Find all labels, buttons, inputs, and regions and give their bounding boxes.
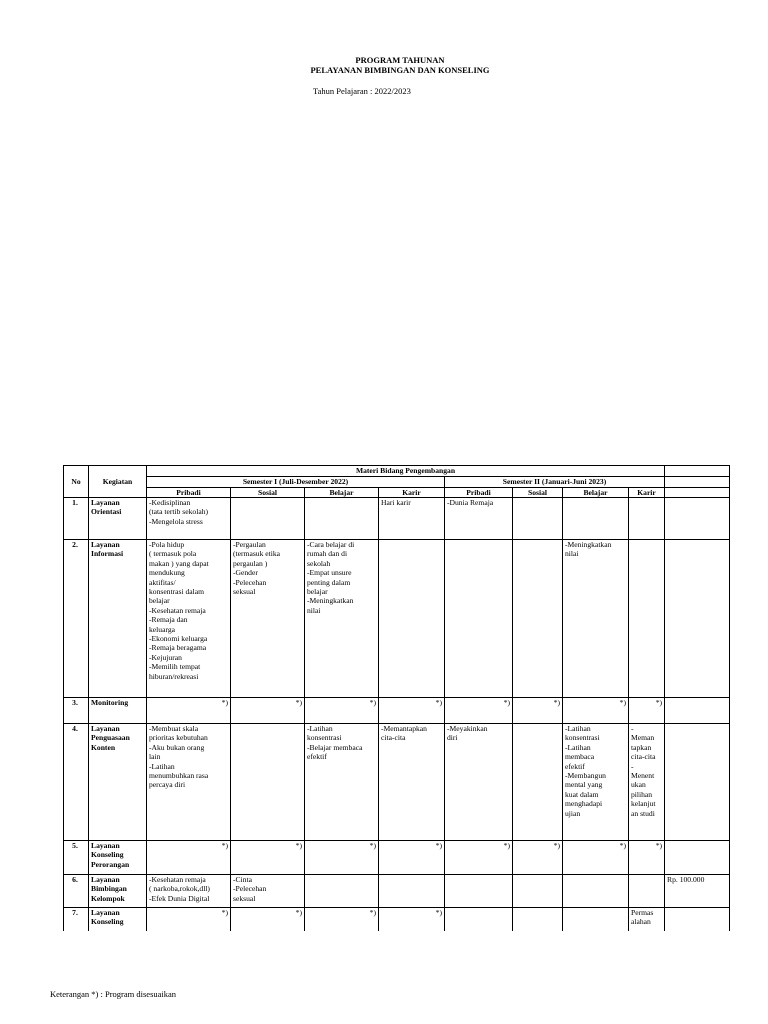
cell-text-line: -Kesehatan remaja <box>149 875 206 884</box>
cell-text-line: -Pergaulan <box>233 540 266 549</box>
row-kegiatan: Layanan Konseling Perorangan <box>89 841 147 875</box>
row-cell-pribadi-s1 <box>147 875 231 908</box>
cell-text-line: diri <box>447 733 458 743</box>
cell-text-line: kelanjut <box>631 799 656 809</box>
row-cell-pribadi-s2 <box>445 540 513 698</box>
table-body <box>64 498 730 942</box>
table-row <box>64 698 730 724</box>
table-row <box>64 841 730 875</box>
row-number: 2. <box>64 540 89 698</box>
program-table <box>63 465 730 942</box>
cell-text-line: an studi <box>631 808 655 818</box>
cell-text-line: *) <box>295 841 302 850</box>
row-cell-belajar-s2 <box>563 841 629 875</box>
cell-text-line: *) <box>369 841 376 850</box>
row-cell-belajar-s1 <box>305 724 379 841</box>
row-cell-pribadi-s1 <box>147 498 231 540</box>
row-extra <box>665 724 730 841</box>
row-cell-karir-s1 <box>379 540 445 698</box>
row-cell-sosial-s1 <box>231 540 305 698</box>
header-no: No <box>64 466 89 498</box>
cell-text-line: mental yang <box>565 780 603 790</box>
cell-text-line: *) <box>553 841 560 850</box>
row-number: 6. <box>64 875 89 908</box>
header-kegiatan: Kegiatan <box>89 466 147 498</box>
cell-text-line: -Memilih tempat <box>149 662 201 672</box>
cell-text-line: Menent <box>631 771 655 781</box>
row-cell-sosial-s2 <box>513 841 563 875</box>
cell-text-line: *) <box>553 698 560 707</box>
cell-text-line: rumah dan di <box>307 549 348 559</box>
cell-text-line: *) <box>655 841 663 850</box>
row-number: 3. <box>64 698 89 724</box>
row-cell-pribadi-s1 <box>147 540 231 698</box>
row-cell-belajar-s2 <box>563 540 629 698</box>
cell-text-line: -Meningkatkan <box>307 596 354 606</box>
row-cell-belajar-s1 <box>305 841 379 875</box>
cell-text-line: -Membuat skala <box>149 724 199 733</box>
cell-text-line: *) <box>295 698 302 707</box>
cell-text-line: -Membangun <box>565 771 606 781</box>
cell-text-line: menumbuhkan rasa <box>149 771 209 781</box>
row-cell-karir-s2 <box>629 540 665 698</box>
page-bottom-area <box>0 931 768 1024</box>
subheader-karir-s2: Karir <box>629 487 665 498</box>
cell-text-line: *) <box>369 908 376 917</box>
academic-year: Tahun Pelajaran : 2022/2023 <box>313 86 411 96</box>
header-semester-2: Semester II (Januari-Juni 2023) <box>445 477 665 488</box>
row-cell-pribadi-s1 <box>147 724 231 841</box>
row-cell-karir-s1 <box>379 841 445 875</box>
cell-text-line: -Latihan <box>149 761 175 771</box>
table-row <box>64 724 730 841</box>
cell-text-line: tapkan <box>631 742 652 752</box>
cell-text-line: efektif <box>307 752 327 762</box>
cell-text-line: konsentrasi <box>565 733 600 743</box>
cell-text-line: keluarga <box>149 624 176 634</box>
row-kegiatan: Layanan Orientasi <box>89 498 147 540</box>
cell-text-line: -Aku bukan orang <box>149 742 205 752</box>
cell-text-line: -Remaja beragama <box>149 643 207 653</box>
row-cell-pribadi-s2 <box>445 498 513 540</box>
document-title: PROGRAM TAHUNAN <box>355 55 445 65</box>
table-row <box>64 875 730 908</box>
row-cell-sosial-s1 <box>231 698 305 724</box>
cell-text-line: percaya diri <box>149 780 186 790</box>
cell-text-line: makan ) yang dapat <box>149 558 209 568</box>
cell-text-line: -Cinta <box>233 875 252 884</box>
subheader-pribadi-s2: Pribadi <box>445 487 513 498</box>
subheader-sosial-s1: Sosial <box>231 487 305 498</box>
row-cell-belajar-s2 <box>563 724 629 841</box>
row-number: 4. <box>64 724 89 841</box>
row-cell-belajar-s2 <box>563 698 629 724</box>
cell-text-line: -Mengelola stress <box>149 516 203 526</box>
cell-text-line: -Remaja dan <box>149 615 188 625</box>
row-cell-sosial-s1 <box>231 724 305 841</box>
subheader-karir-s1: Karir <box>379 487 445 498</box>
cell-text-line: cita-cita <box>381 733 406 743</box>
cell-text-line: membaca <box>565 752 595 762</box>
cell-text-line: menghadapi <box>565 799 603 809</box>
cell-text-line: (termasuk etika <box>233 549 281 559</box>
cell-text-line: -Empat unsure <box>307 568 352 578</box>
row-cell-sosial-s2 <box>513 724 563 841</box>
row-extra: Rp. 100.000 <box>665 875 730 908</box>
cell-text-line: konsentrasi <box>307 733 342 743</box>
row-extra <box>665 698 730 724</box>
cell-text-line: efektif <box>565 761 585 771</box>
cell-text-line: aktifitas/ <box>149 577 176 587</box>
cell-text-line: -Meningkatkan <box>565 540 612 549</box>
cell-text-line: cita-cita <box>631 752 656 762</box>
row-number: 5. <box>64 841 89 875</box>
cell-text-line: *) <box>435 841 442 850</box>
cell-text-line: *) <box>619 698 626 707</box>
row-extra <box>665 540 730 698</box>
cell-text-line: ujian <box>565 808 581 818</box>
cell-text-line: konsentrasi dalam <box>149 587 205 597</box>
row-cell-pribadi-s2 <box>445 724 513 841</box>
row-cell-karir-s1 <box>379 724 445 841</box>
cell-text-line: Permas <box>631 908 654 917</box>
row-number: 7. <box>64 908 89 942</box>
row-cell-pribadi-s2 <box>445 698 513 724</box>
cell-text-line: *) <box>221 841 228 850</box>
cell-text-line: hiburan/rekreasi <box>149 671 199 681</box>
cell-text-line: kuat dalam <box>565 789 599 799</box>
cell-text-line: ukan <box>631 780 646 790</box>
cell-text-line: *) <box>369 698 376 707</box>
row-cell-sosial-s1 <box>231 498 305 540</box>
cell-text-line: ( termasuk pola <box>149 549 197 559</box>
row-cell-karir-s2 <box>629 724 665 841</box>
document-subtitle: PELAYANAN BIMBINGAN DAN KONSELING <box>310 65 490 75</box>
cell-text-line: *) <box>435 908 442 917</box>
cell-text-line: Meman <box>631 733 655 743</box>
row-cell-sosial-s2 <box>513 875 563 908</box>
cell-text-line: Hari karir <box>381 498 411 507</box>
row-cell-karir-s1 <box>379 875 445 908</box>
row-cell-sosial-s2 <box>513 498 563 540</box>
cell-text-line: belajar <box>149 596 170 606</box>
cell-text-line: mendukung <box>149 568 185 578</box>
cell-text-line: *) <box>221 698 228 707</box>
row-cell-pribadi-s2 <box>445 841 513 875</box>
cell-text-line: *) <box>503 698 510 707</box>
cell-text-line: nilai <box>307 605 321 615</box>
row-cell-belajar-s1 <box>305 498 379 540</box>
cell-text-line: -Latihan <box>307 724 333 733</box>
row-cell-karir-s1 <box>379 498 445 540</box>
row-cell-sosial-s2 <box>513 540 563 698</box>
cell-text-line: penting dalam <box>307 577 351 587</box>
subheader-belajar-s2: Belajar <box>563 487 629 498</box>
subheader-sosial-s2: Sosial <box>513 487 563 498</box>
subheader-belajar-s1: Belajar <box>305 487 379 498</box>
row-cell-karir-s1 <box>379 698 445 724</box>
cell-text-line: *) <box>619 841 626 850</box>
row-kegiatan: Layanan Bimbingan Kelompok <box>89 875 147 908</box>
row-kegiatan: Layanan Informasi <box>89 540 147 698</box>
table-row <box>64 540 730 698</box>
row-extra <box>665 498 730 540</box>
cell-text-line: sekolah <box>307 558 331 568</box>
row-cell-belajar-s2 <box>563 875 629 908</box>
cell-text-line: *) <box>221 908 228 917</box>
cell-text-line: -Latihan <box>565 742 591 752</box>
subheader-pribadi-s1: Pribadi <box>147 487 231 498</box>
cell-text-line: *) <box>435 698 442 707</box>
row-cell-pribadi-s2 <box>445 875 513 908</box>
cell-text-line: ( narkoba,rokok,dll) <box>149 884 210 894</box>
header-extra-blank-2 <box>665 477 730 488</box>
cell-text-line: -Meyakinkan <box>447 724 488 733</box>
row-cell-belajar-s1 <box>305 875 379 908</box>
cell-text-line: -Kejujuran <box>149 652 182 662</box>
row-number: 1. <box>64 498 89 540</box>
header-materi: Materi Bidang Pengembangan <box>147 466 665 477</box>
cell-text-line: -Pelecehan <box>233 884 267 894</box>
cell-text-line: belajar <box>307 587 328 597</box>
row-cell-sosial-s2 <box>513 698 563 724</box>
cell-text-line: *) <box>655 698 663 707</box>
cell-text-line: (tata tertib sekolah) <box>149 507 209 517</box>
cell-text-line: -Dunia Remaja <box>447 498 494 507</box>
cell-text-line: - <box>631 724 634 733</box>
cell-text-line: -Ekonomi keluarga <box>149 634 208 644</box>
cell-text-line: *) <box>295 908 302 917</box>
row-cell-karir-s2 <box>629 875 665 908</box>
cell-text-line: seksual <box>233 587 256 597</box>
row-cell-pribadi-s1 <box>147 698 231 724</box>
cell-text-line: -Latihan <box>565 724 591 733</box>
cell-text-line: -Kesehatan remaja <box>149 605 206 615</box>
row-kegiatan: Monitoring <box>89 698 147 724</box>
footer-note: Keterangan *) : Program disesuaikan <box>50 989 177 999</box>
cell-text-line: lain <box>149 752 161 762</box>
header-extra-blank <box>665 466 730 477</box>
row-cell-belajar-s1 <box>305 540 379 698</box>
row-extra <box>665 841 730 875</box>
row-cell-belajar-s1 <box>305 698 379 724</box>
row-cell-karir-s2 <box>629 698 665 724</box>
cell-text-line: -Pola hidup <box>149 540 185 549</box>
row-cell-belajar-s2 <box>563 498 629 540</box>
cell-text-line: - <box>631 761 634 771</box>
row-cell-pribadi-s1 <box>147 841 231 875</box>
cell-text-line: pilihan <box>631 789 653 799</box>
cell-text-line: pergaulan ) <box>233 558 268 568</box>
cell-text-line: prioritas kebutuhan <box>149 733 208 743</box>
cell-text-line: -Gender <box>233 568 258 578</box>
row-kegiatan: Layanan Konseling <box>89 908 147 942</box>
cell-text-line: -Efek Dunia Digital <box>149 893 210 903</box>
cell-text-line: -Kedisiplinan <box>149 498 191 507</box>
header-semester-1: Semester I (Juli-Desember 2022) <box>147 477 445 488</box>
cell-text-line: -Cara belajar di <box>307 540 355 549</box>
cell-text-line: -Belajar membaca <box>307 742 363 752</box>
cell-text-line: *) <box>503 841 510 850</box>
row-cell-sosial-s1 <box>231 841 305 875</box>
table-header <box>64 466 730 498</box>
cell-text-line: nilai <box>565 549 579 559</box>
cell-text-line: -Pelecehan <box>233 577 267 587</box>
subheader-extra-blank <box>665 487 730 498</box>
table-row <box>64 498 730 540</box>
cell-text-line: -Memantapkan <box>381 724 427 733</box>
cell-text-line: seksual <box>233 893 256 903</box>
row-cell-karir-s2 <box>629 841 665 875</box>
cell-text-line: alahan <box>631 917 651 927</box>
row-kegiatan: Layanan Penguasaan Konten <box>89 724 147 841</box>
row-cell-karir-s2 <box>629 498 665 540</box>
row-cell-sosial-s1 <box>231 875 305 908</box>
